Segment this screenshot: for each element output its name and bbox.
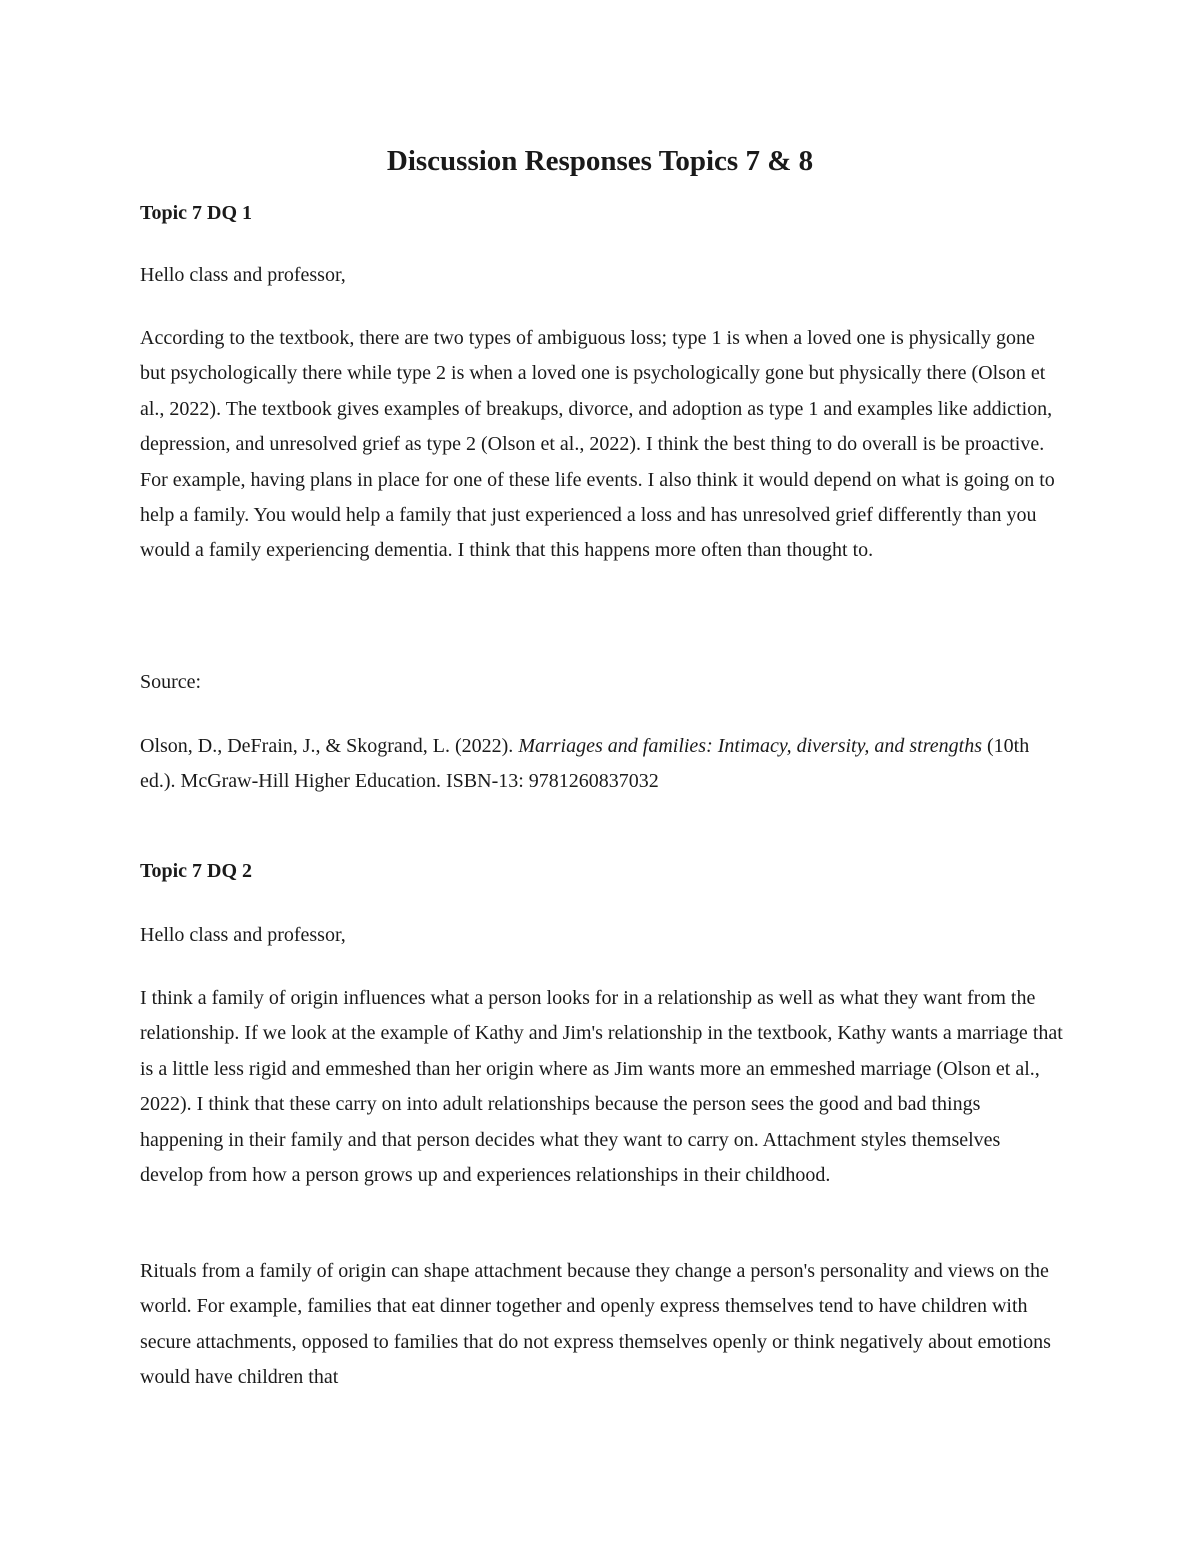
topic7-dq2-body-paragraph-1: I think a family of origin influences what a person looks for in a relationship as well as what they want from the relationship. If we look at the example of Kathy and Jim's relationship in the textbook, Kathy wants a marriage that is a little less rigid and emmeshed than her origin where as Jim wants more an emmeshed marriage (Olson et al., 2022). I think that these carry on into adult relationships because the person sees the good and bad things happening in their family and that person decides what they want to carry on. Attachment styles themselves develop from how a person grows up and experiences relationships in their childhood. [140,987,1063,1187]
topic7-dq2-body-paragraph-2: Rituals from a family of origin can shape attachment because they change a person's personality and views on the world. For example, families that eat dinner together and openly express themselves tend to have children with secure attachments, opposed to families that do not express themselves openly or think negatively about emotions would have children that [140,1260,1051,1389]
topic7-dq1-greeting: Hello class and professor, [140,264,346,286]
topic7-dq1-citation [140,729,1065,800]
document-title: Discussion Responses Topics 7 & 8 [386,145,814,177]
topic7-dq1-body: According to the textbook, there are two types of ambiguous loss; type 1 is when a loved one is physically gone but psychologically there while type 2 is when a loved one is psychologically gone but physically there (Olson et al., 2022). The textbook gives examples of breakups, divorce, and adoption as type 1 and examples like addiction, depression, and unresolved grief as type 2 (Olson et al., 2022). I think the best thing to do overall is be proactive. For example, having plans in place for one of these life events. I also think it would depend on what is going on to help a family. You would help a family that just experienced a loss and has unresolved grief differently than you would a family experiencing dementia. I think that this happens more often than thought to. [140,327,1055,562]
citation-authors: Olson, D., DeFrain, J., & Skogrand, L. (2022). [140,735,519,757]
topic7-dq1-source-label: Source: [140,671,202,693]
topic7-dq2-greeting: Hello class and professor, [140,924,346,946]
citation-book-title: Marriages and families: Intimacy, diversity, and strengths [518,735,982,757]
topic7-dq2-heading: Topic 7 DQ 2 [140,860,253,882]
topic7-dq1-heading: Topic 7 DQ 1 [140,202,253,224]
citation-publication: (10th ed.). McGraw-Hill Higher Education. ISBN-13: 9781260837032 [140,735,1030,793]
